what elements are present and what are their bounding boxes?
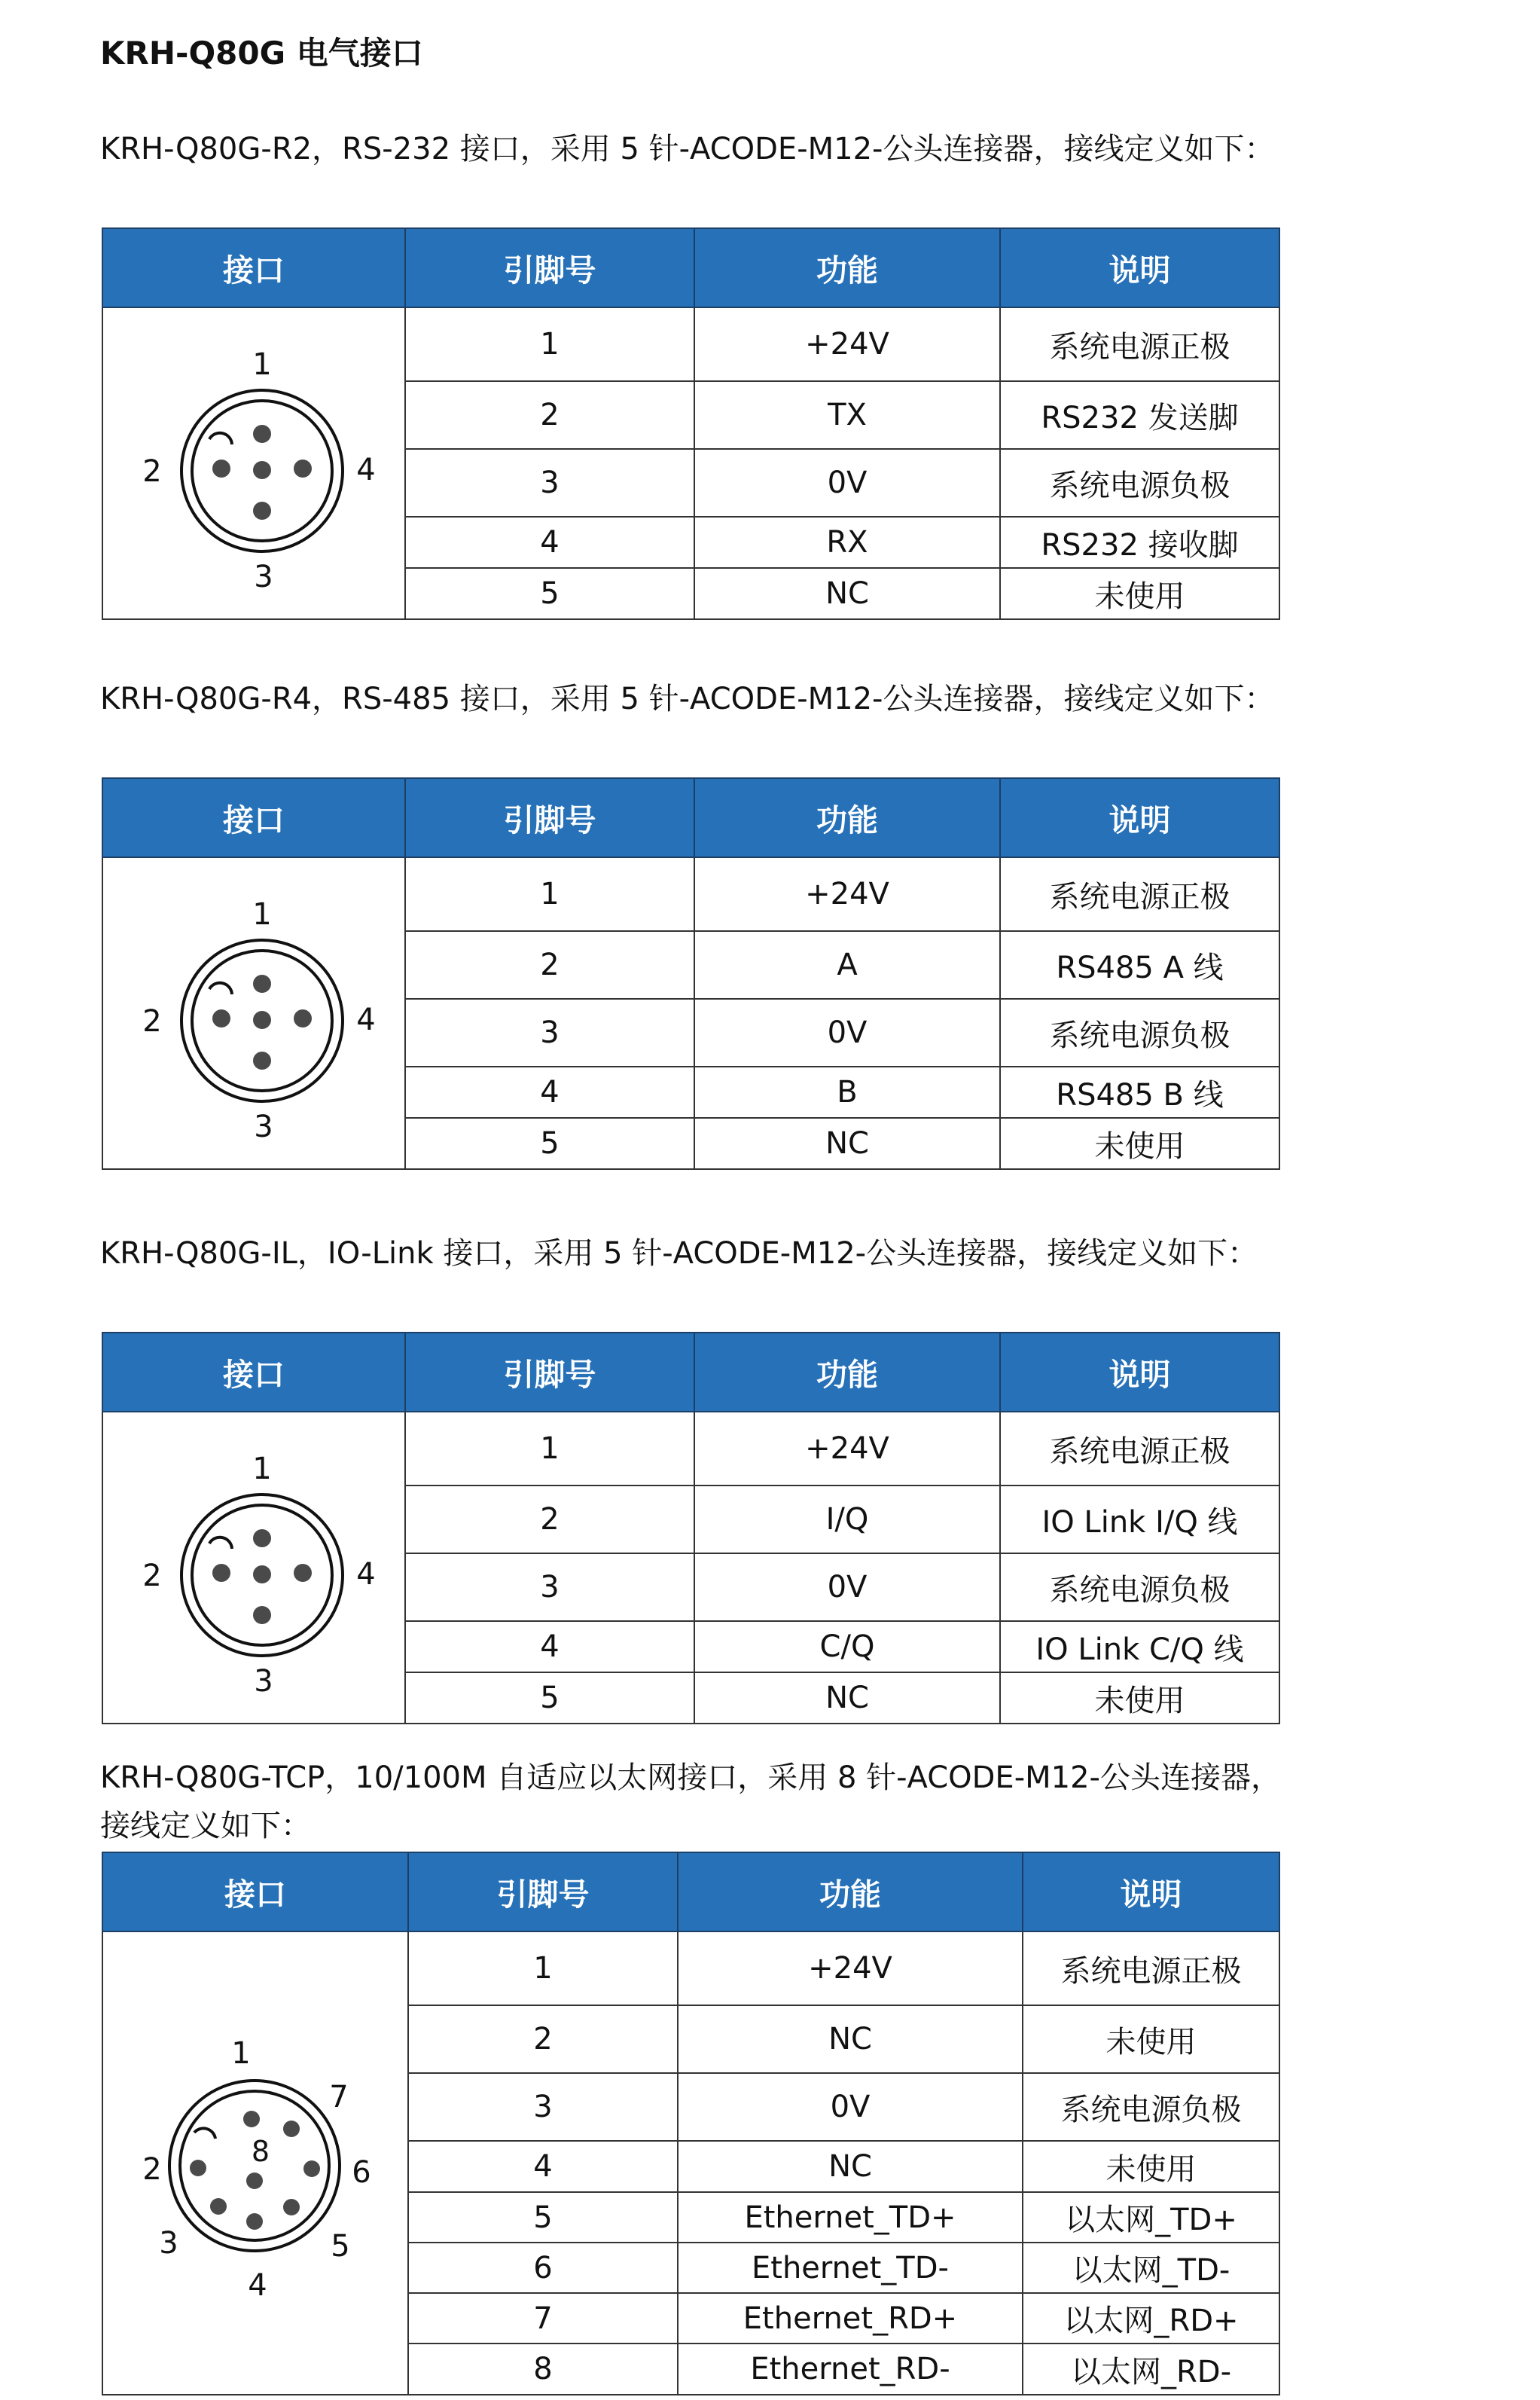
m12-5pin-connector-diagram	[104, 863, 404, 1164]
pin-dot	[253, 1565, 271, 1583]
pin-dot	[243, 2111, 260, 2127]
pin-cell: 1	[408, 1931, 678, 2005]
pin-table-r4	[102, 777, 1280, 1170]
pin-cell: 2	[408, 2005, 678, 2073]
pin-cell: 8	[408, 2344, 678, 2395]
header-interface: 接口	[102, 228, 405, 307]
pin-label-2: 2	[142, 2151, 162, 2187]
description-cell: 系统电源正极	[1000, 307, 1279, 381]
pin-cell: 4	[408, 2141, 678, 2192]
section-intro-tcp: KRH-Q80G-TCP，10/100M 自适应以太网接口，采用 8 针-ACODE-M12-公头连接器，接线定义如下：	[100, 1760, 1281, 1843]
pin-dot	[294, 460, 312, 478]
description-cell: IO Link I/Q 线	[1000, 1485, 1279, 1553]
description-cell: 系统电源正极	[1000, 857, 1279, 931]
header-pin: 引脚号	[405, 1333, 694, 1412]
document-title: KRH-Q80G 电气接口	[100, 35, 423, 72]
pin-label-7: 7	[329, 2079, 349, 2115]
pin-cell: 1	[405, 307, 694, 381]
m12-8pin-connector-diagram	[104, 1935, 407, 2392]
pin-cell: 2	[405, 381, 694, 449]
pin-cell: 2	[405, 931, 694, 999]
description-cell: IO Link C/Q 线	[1000, 1621, 1279, 1672]
pin-cell: 4	[405, 1067, 694, 1118]
function-cell: A	[694, 931, 1000, 999]
pin-dot	[283, 2199, 300, 2215]
header-description: 说明	[1000, 778, 1279, 857]
pin-dot	[303, 2160, 320, 2177]
header-interface: 接口	[102, 1333, 405, 1412]
coding-key-mark	[209, 433, 232, 444]
description-cell: 系统电源负极	[1000, 449, 1279, 517]
pin-label-3: 3	[254, 560, 273, 594]
description-cell: 未使用	[1023, 2005, 1279, 2073]
m12-5pin-connector-diagram	[104, 1417, 404, 1718]
pin-cell: 5	[405, 1672, 694, 1724]
function-cell: 0V	[694, 999, 1000, 1067]
header-interface: 接口	[102, 778, 405, 857]
section-intro-il: KRH-Q80G-IL，IO-Link 接口，采用 5 针-ACODE-M12-公头连接器，接线定义如下：	[100, 1236, 1258, 1271]
pin-dot	[253, 975, 271, 993]
function-cell: B	[694, 1067, 1000, 1118]
description-cell: 以太网_TD+	[1023, 2192, 1279, 2243]
pin-label-2: 2	[142, 1559, 162, 1593]
pin-dot	[246, 2173, 263, 2189]
table-row	[102, 857, 1279, 931]
description-cell: 未使用	[1000, 1672, 1279, 1724]
connector-diagram-cell	[102, 857, 405, 1169]
function-cell: NC	[694, 1672, 1000, 1724]
function-cell: TX	[694, 381, 1000, 449]
function-cell: Ethernet_TD-	[678, 2243, 1023, 2293]
pin-cell: 5	[408, 2192, 678, 2243]
header-pin: 引脚号	[408, 1852, 678, 1931]
pin-label-1: 1	[231, 2035, 251, 2071]
description-cell: 系统电源正极	[1023, 1931, 1279, 2005]
pin-dot	[253, 461, 271, 479]
header-function: 功能	[694, 228, 1000, 307]
description-cell: 系统电源负极	[1023, 2073, 1279, 2141]
pin-label-1: 1	[252, 347, 272, 382]
pin-label-4: 4	[356, 453, 376, 487]
table-header-row	[102, 778, 1279, 857]
pin-dot	[212, 1564, 230, 1582]
pin-table-il	[102, 1332, 1280, 1724]
coding-key-mark	[209, 983, 232, 994]
connector-diagram-cell	[102, 1931, 408, 2395]
description-cell: RS232 发送脚	[1000, 381, 1279, 449]
table-header-row	[102, 1852, 1279, 1931]
pin-label-5: 5	[331, 2228, 350, 2264]
description-cell: RS485 A 线	[1000, 931, 1279, 999]
pin-dot	[253, 1011, 271, 1029]
pin-cell: 2	[405, 1485, 694, 1553]
function-cell: 0V	[678, 2073, 1023, 2141]
pin-label-3: 3	[254, 1110, 273, 1144]
header-function: 功能	[694, 1333, 1000, 1412]
pin-cell: 4	[405, 517, 694, 568]
pin-cell: 3	[408, 2073, 678, 2141]
pin-label-4: 4	[248, 2267, 267, 2303]
connector-diagram-cell	[102, 1412, 405, 1724]
header-pin: 引脚号	[405, 778, 694, 857]
table-header-row	[102, 1333, 1279, 1412]
pin-cell: 3	[405, 1553, 694, 1621]
coding-key-mark	[194, 2128, 215, 2139]
pin-cell: 3	[405, 999, 694, 1067]
pin-label-3: 3	[159, 2225, 178, 2261]
pin-label-2: 2	[142, 454, 162, 489]
description-cell: 以太网_RD+	[1023, 2293, 1279, 2344]
pin-cell: 1	[405, 1412, 694, 1485]
pin-dot	[253, 1606, 271, 1624]
table-header-row	[102, 228, 1279, 307]
function-cell: 0V	[694, 449, 1000, 517]
table-row	[102, 1412, 1279, 1485]
table-row	[102, 307, 1279, 381]
pin-cell: 3	[405, 449, 694, 517]
function-cell: 0V	[694, 1553, 1000, 1621]
pin-dot	[253, 502, 271, 520]
description-cell: RS232 接收脚	[1000, 517, 1279, 568]
function-cell: NC	[694, 568, 1000, 619]
header-description: 说明	[1000, 1333, 1279, 1412]
function-cell: RX	[694, 517, 1000, 568]
pin-dot	[190, 2160, 206, 2176]
description-cell: 系统电源负极	[1000, 1553, 1279, 1621]
function-cell: NC	[678, 2141, 1023, 2192]
table-row	[102, 1931, 1279, 2005]
coding-key-mark	[209, 1537, 232, 1549]
pin-label-4: 4	[356, 1557, 376, 1592]
pin-table-tcp	[102, 1852, 1280, 2395]
pin-label-1: 1	[252, 1452, 272, 1486]
pin-label-1: 1	[252, 897, 272, 932]
header-pin: 引脚号	[405, 228, 694, 307]
header-function: 功能	[678, 1852, 1023, 1931]
pin-cell: 6	[408, 2243, 678, 2293]
description-cell: 未使用	[1000, 568, 1279, 619]
pin-cell: 7	[408, 2293, 678, 2344]
description-cell: RS485 B 线	[1000, 1067, 1279, 1118]
description-cell: 以太网_TD-	[1023, 2243, 1279, 2293]
function-cell: +24V	[678, 1931, 1023, 2005]
pin-dot	[246, 2213, 263, 2230]
pin-label-2: 2	[142, 1004, 162, 1039]
description-cell: 以太网_RD-	[1023, 2344, 1279, 2395]
pin-dot	[253, 425, 271, 443]
m12-5pin-connector-diagram	[104, 313, 404, 614]
pin-dot	[253, 1529, 271, 1547]
pin-label-6: 6	[352, 2154, 371, 2190]
function-cell: +24V	[694, 307, 1000, 381]
pin-label-8: 8	[251, 2134, 270, 2168]
pin-cell: 5	[405, 568, 694, 619]
description-cell: 系统电源正极	[1000, 1412, 1279, 1485]
function-cell: Ethernet_RD+	[678, 2293, 1023, 2344]
pin-label-4: 4	[356, 1003, 376, 1037]
description-cell: 未使用	[1023, 2141, 1279, 2192]
pin-cell: 4	[405, 1621, 694, 1672]
function-cell: +24V	[694, 857, 1000, 931]
pin-cell: 5	[405, 1118, 694, 1169]
section-intro-r2: KRH-Q80G-R2，RS-232 接口，采用 5 针-ACODE-M12-公头连接器，接线定义如下：	[100, 132, 1275, 166]
section-intro-r4: KRH-Q80G-R4，RS-485 接口，采用 5 针-ACODE-M12-公头连接器，接线定义如下：	[100, 682, 1275, 716]
function-cell: Ethernet_RD-	[678, 2344, 1023, 2395]
function-cell: NC	[678, 2005, 1023, 2073]
description-cell: 未使用	[1000, 1118, 1279, 1169]
pin-table-r2	[102, 227, 1280, 620]
pin-dot	[210, 2198, 227, 2215]
header-description: 说明	[1000, 228, 1279, 307]
pin-dot	[283, 2121, 300, 2137]
pin-dot	[212, 460, 230, 478]
pin-label-3: 3	[254, 1664, 273, 1699]
header-description: 说明	[1023, 1852, 1279, 1931]
function-cell: Ethernet_TD+	[678, 2192, 1023, 2243]
function-cell: +24V	[694, 1412, 1000, 1485]
pin-dot	[294, 1009, 312, 1027]
function-cell: I/Q	[694, 1485, 1000, 1553]
function-cell: NC	[694, 1118, 1000, 1169]
header-interface: 接口	[102, 1852, 408, 1931]
description-cell: 系统电源负极	[1000, 999, 1279, 1067]
pin-dot	[253, 1052, 271, 1070]
connector-diagram-cell	[102, 307, 405, 619]
pin-cell: 1	[405, 857, 694, 931]
header-function: 功能	[694, 778, 1000, 857]
pin-dot	[294, 1564, 312, 1582]
function-cell: C/Q	[694, 1621, 1000, 1672]
pin-dot	[212, 1009, 230, 1027]
